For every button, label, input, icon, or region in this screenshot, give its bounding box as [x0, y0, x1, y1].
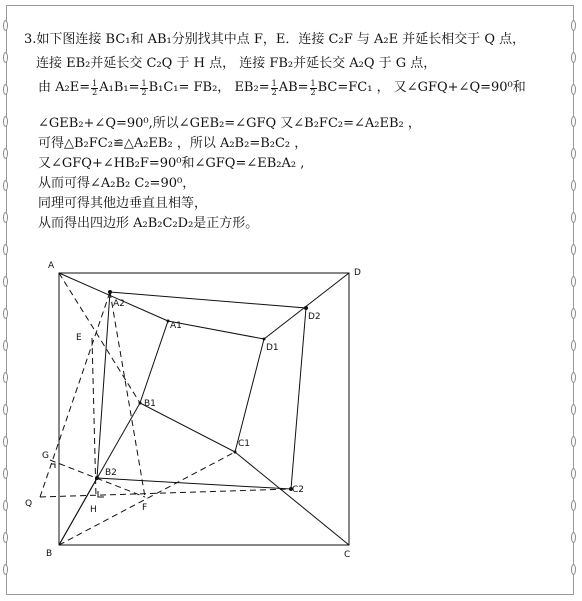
segment-C-C1	[235, 452, 349, 545]
label-A1: A1	[170, 321, 182, 331]
segment-A2-F	[110, 292, 145, 497]
problem-line-9: 从而得出四边形 A₂B₂C₂D₂是正方形。	[38, 216, 259, 231]
problem-line-6: 又∠GFQ+∠HB₂F=90⁰和∠GFQ=∠EB₂A₂ ,	[38, 156, 305, 171]
point-D1	[263, 338, 266, 341]
point-D2	[304, 306, 308, 310]
label-B: B	[46, 549, 53, 559]
label-B1: B1	[144, 399, 156, 409]
label-D1: D1	[266, 343, 279, 353]
point-C1	[234, 451, 237, 454]
segment-Q-A2	[40, 292, 110, 497]
point-A2	[108, 290, 112, 294]
label-B2: B2	[105, 468, 117, 478]
label-Q: Q	[25, 499, 33, 509]
label-H: H	[90, 505, 97, 515]
label-D: D	[354, 268, 361, 278]
point-B2	[95, 476, 99, 480]
label-C: C	[344, 550, 351, 560]
problem-line-5: 可得△B₂FC₂≌△A₂EB₂ ，所以 A₂B₂=B₂C₂ ，	[38, 136, 308, 151]
label-F: F	[142, 503, 148, 513]
fraction-half: $\frac{1}{2}$	[271, 79, 277, 97]
right-angle-mark-G	[51, 464, 55, 468]
problem-line-1: 3.如下图连接 BC₁和 AB₁分别找其中点 F，E．连接 C₂F 与 A₂E 并延长相交于 Q 点，	[24, 32, 526, 47]
fraction-half: $\frac{1}{2}$	[92, 79, 98, 97]
problem-line-4: ∠GEB₂+∠Q=90⁰,所以∠GEB₂=∠GFQ 又∠B₂FC₂=∠A₂EB₂ ，	[38, 116, 421, 131]
problem-line-7: 从而可得∠A₂B₂ C₂=90⁰，	[38, 176, 196, 191]
segment-Q-C2	[40, 489, 291, 497]
label-A2: A2	[113, 299, 125, 309]
problem-line-8: 同理可得其他边垂直且相等，	[38, 196, 208, 211]
label-C1: C1	[238, 439, 251, 449]
problem-line-3: 由 A₂E= $\frac{1}{2}$ A₁B₁= $\frac{1}{2}$ B₁C₁= FB₂， EB₂= $\frac{1}{2}$ AB= $\frac{1}{2}$ BC=FC₁ ， 又∠GFQ+∠Q=90⁰和	[38, 79, 526, 97]
square-A2B2C2D2	[97, 292, 306, 489]
point-B1	[139, 402, 142, 405]
fraction-half: $\frac{1}{2}$	[310, 79, 316, 97]
label-A: A	[48, 261, 55, 271]
fraction-half: $\frac{1}{2}$	[141, 79, 147, 97]
label-E: E	[76, 333, 82, 343]
segment-E-H	[92, 338, 96, 497]
problem-line-2: 连接 EB₂并延长交 C₂Q 于 H 点， 连接 FB₂并延长交 A₂Q 于 G 点，	[36, 56, 437, 71]
label-C2: C2	[292, 485, 305, 495]
right-angle-mark-H	[98, 491, 104, 497]
segment-A-B1	[59, 273, 140, 403]
label-D2: D2	[308, 312, 321, 322]
square-A1B1C1D1	[140, 321, 264, 452]
label-G: G	[42, 451, 49, 461]
